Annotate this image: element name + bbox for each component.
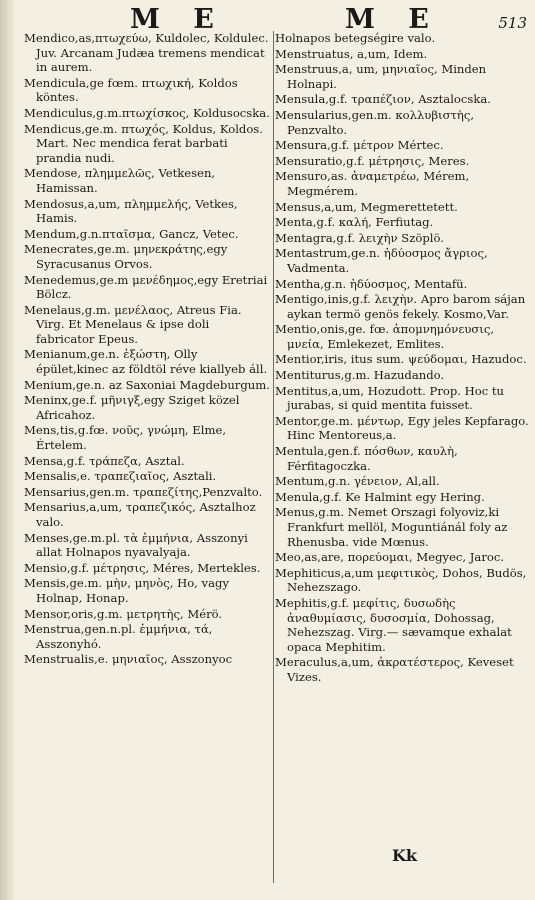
dictionary-entry: Mens,tis,g.fœ. νοῦς, γνώμη, Elme, Értelem. [24, 423, 227, 453]
dictionary-entry: Menstruatus, a,um, Idem. [275, 46, 428, 61]
dictionary-entry: Mensarius,gen.m. τραπεζίτης,Penzvalto. [24, 484, 263, 499]
dictionary-entry: Menstrualis,e. μηνιαῖος, Asszonyoc [24, 652, 233, 667]
dictionary-entry: Mensuratio,g.f. μέτρησις, Meres. [275, 153, 470, 168]
dictionary-entry: Mensis,ge.m. μὴν, μηνὸς, Ho, vagy Holnap, Honap. [24, 576, 229, 605]
dictionary-entry: Menelaus,g.m. μενέλαος, Atreus Fia. Virg. Et Menelaus & ipse doli fabricator Epeus. [24, 302, 242, 346]
dictionary-entry: Mentior,iris, itus sum. ψεύδομαι, Hazudoc. [275, 352, 527, 367]
right-column [273, 31, 529, 836]
dictionary-entry: Mendiculus,g.m.πτωχίσκος, Koldusocska. [24, 105, 270, 120]
dictionary-entry: Mendicus,ge.m. πτωχός, Koldus, Koldos. Mart. Nec mendica ferat barbati prandia nudi. [24, 121, 263, 165]
dictionary-entry: Menedemus,ge.m μενέδημος,egy Eretriai Bölcz. [24, 272, 268, 302]
dictionary-entry: Menianum,ge.n. ἐξώστη, Olly épület,kinec az földtöl réve kiallyeb áll. [24, 347, 268, 377]
dictionary-entry: Mentula,gen.f. πόσθων, καυλὴ, Férfitagoczka. [275, 444, 458, 473]
page-gutter [0, 0, 14, 900]
dictionary-entry: Mensarius,a,um, τραπεζικός, Asztalhoz valo. [24, 500, 256, 529]
dictionary-entry: Mensura,g.f. μέτρον Mértec. [275, 138, 444, 153]
dictionary-entry: Meninx,ge.f. μῆνιγξ,egy Sziget közel Africahoz. [24, 393, 240, 422]
dictionary-entry: Mentha,g.n. ἡδύοσμος, Mentafü. [275, 276, 468, 291]
dictionary-entry: Mentum,g.n. γένειον, Al,all. [275, 474, 440, 489]
dictionary-entry: Mendose, πλημμελῶς, Vetkesen, Hamissan. [24, 166, 216, 195]
dictionary-entry: Menta,g.f. καλή, Ferfiutag. [275, 215, 434, 230]
dictionary-entry: Meo,as,are, πορεύομαι, Megyec, Jaroc. [275, 550, 505, 565]
dictionary-entry: Menecrates,ge.m. μηνεκράτης,egy Syracusanus Orvos. [24, 242, 228, 271]
dictionary-entry: Mentastrum,ge.n. ἡδύοσμος ἄγριος, Vadmenta. [275, 246, 488, 275]
dictionary-entry: Mensuro,as. ἀναμετρέω, Mérem, Megmérem. [275, 169, 470, 198]
dictionary-entry: Menstrua,gen.n.pl. ἐμμήνια, τά, Asszonyhó. [24, 622, 213, 651]
dictionary-entry: Mephiticus,a,um μεφιτικὸς, Dohos, Budös, Nehezszago. [275, 565, 527, 595]
dictionary-entry: Menus,g.m. Nemet Orszagi folyoviz,ki Frankfurt mellöl, Moguntiánál foly az Rhenusba. vide Mœnus. [275, 505, 508, 549]
left-column [24, 31, 274, 883]
dictionary-entry: Mensa,g.f. τράπεζα, Asztal. [24, 453, 185, 468]
dictionary-entry: Mendum,g.n.πταῖσμα, Gancz, Vetec. [24, 226, 239, 241]
dictionary-entry: Mendosus,a,um, πλημμελής, Vetkes, Hamis. [24, 196, 238, 226]
dictionary-entry: Mensor,oris,g.m. μετρητὴς, Mérö. [24, 606, 223, 621]
dictionary-entry: Menses,ge.m.pl. τὰ ἐμμήνια, Asszonyi allat Holnapos nyavalyaja. [24, 530, 248, 560]
page-number: 513 [498, 14, 527, 32]
dictionary-entry: Menstruus,a, um, μηνιαῖος, Minden Holnapi. [275, 62, 487, 91]
dictionary-entry: Mendicula,ge fœm. πτωχική, Koldos köntes. [24, 75, 238, 105]
dictionary-entry: Mendico,as,πτωχεύω, Kuldolec, Koldulec. Juv. Arcanam Judæa tremens mendicat in aurem. [24, 31, 269, 75]
dictionary-entry: Mephitis,g.f. μεφίτις, δυσωδὴς ἀναθυμίασις, δυσοσμία, Dohossag, Nehezszag. Virg.— sævamque exhalat opaca Mephitim. [275, 595, 512, 654]
dictionary-entry: Meraculus,a,um, ἀκρατέστερος, Keveset Vizes. [275, 655, 514, 684]
dictionary-entry: Mentio,onis,ge. fœ. ἀπομνημόνευσις, μνεία, Emlekezet, Emlites. [275, 322, 495, 351]
dictionary-entry: Mentiturus,g.m. Hazudando. [275, 368, 445, 383]
dictionary-entry: Mentagra,g.f. λειχὴν Szöplö. [275, 230, 444, 245]
dictionary-entry: Holnapos betegségire valo. [275, 31, 436, 45]
dictionary-entry: Mensus,a,um, Megmerettetett. [275, 199, 458, 214]
dictionary-entry: Menium,ge.n. az Saxoniai Magdeburgum. [24, 377, 270, 392]
dictionary-entry: Mentitus,a,um, Hozudott. Prop. Hoc tu jurabas, si quid mentita fuisset. [275, 383, 505, 413]
catchword: Kk [392, 846, 417, 865]
dictionary-entry: Mensio,g.f. μέτρησις, Méres, Mertekles. [24, 560, 261, 575]
dictionary-entry: Mentor,ge.m. μέντωρ, Egy jeles Kepfarago. Hinc Mentoreus,a. [275, 413, 529, 443]
dictionary-entry: Mensalis,e. τραπεζιαῖος, Asztali. [24, 469, 217, 484]
header-letters-left: M E [130, 4, 226, 35]
dictionary-entry: Menula,g.f. Ke Halmint egy Hering. [275, 489, 485, 504]
header-letters-right: M E [345, 4, 441, 35]
dictionary-entry: Mensularius,gen.m. κολλυβιστὴς, Penzvalto. [275, 107, 475, 137]
dictionary-entry: Mentigo,inis,g.f. λειχὴν. Apro barom sájan aykan termö genös fekely. Kosmo,Var. [275, 292, 526, 321]
dictionary-entry: Mensula,g.f. τραπέζιον, Asztalocska. [275, 92, 491, 107]
